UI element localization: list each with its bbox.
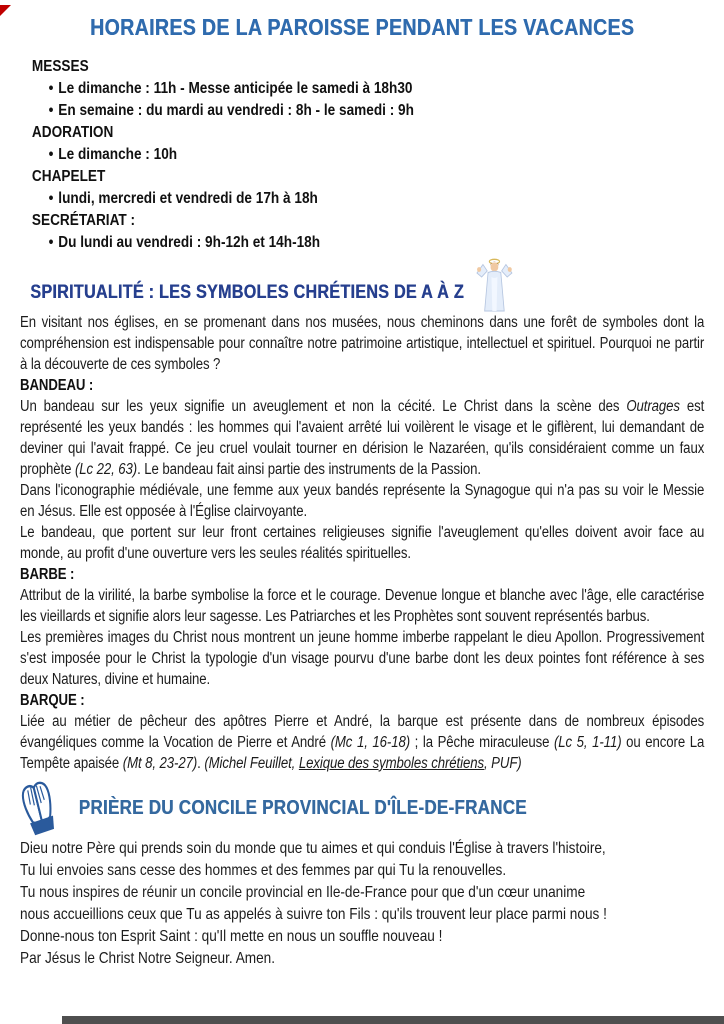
prayer-heading-row [13, 780, 704, 836]
prayer-line: Dieu notre Père qui prends soin du monde que tu aimes et qui conduis l'Église à travers l'histoire, [20, 840, 606, 857]
symbol-term-bandeau: BANDEAU : [20, 377, 94, 394]
symbol-paragraph: Attribut de la virilité, la barbe symbolise la force et le courage. Devenue longue et blanche avec l'âge, elle caractérise les vieillards et signifie alors leur sagesse. Les Patriarches et les Prophètes sont souvent représentés barbus. [20, 587, 705, 625]
spirituality-heading: SPIRITUALITÉ : LES SYMBOLES CHRÉTIENS DE A À Z [30, 282, 464, 303]
prayer-line: Tu lui envoies sans cesse des hommes et des femmes par qui Tu la renouvelles. [20, 862, 507, 879]
bullet-icon: • [48, 146, 54, 163]
page-title: HORAIRES DE LA PAROISSE PENDANT LES VACANCES [89, 14, 635, 40]
symbol-entry-barque [20, 690, 704, 774]
schedule-heading-adoration: ADORATION [31, 124, 114, 141]
symbol-term-barque: BARQUE : [20, 692, 85, 709]
symbol-paragraph: Un bandeau sur les yeux signifie un aveuglement et non la cécité. Le Christ dans la scène des Outrages est représenté les yeux bandés : les hommes qui l'avaient arrêté lui voilèrent le visage et le giflèrent, lui demandant de deviner qui l'avait frappé. Ce jeu cruel voulait tourner en dérision le Nazaréen, qu'ils considéraient comme un faux prophète (Lc 22, 63). Le bandeau fait ainsi partie des instruments de la Passion. [20, 398, 705, 478]
spirituality-intro: En visitant nos églises, en se promenant dans nos musées, nous cheminons dans une forêt de symboles dont la compréhension est indispensable pour connaître notre patrimoine artistique, intellectuel et spirituel. Pourquoi ne partir à la découverte de ces symboles ? [20, 314, 705, 373]
prayer-line: Donne-nous ton Esprit Saint : qu'Il mette en nous un souffle nouveau ! [20, 928, 443, 945]
schedule-item-label: lundi, mercredi et vendredi de 17h à 18h [58, 190, 318, 207]
schedule-item-label: Le dimanche : 10h [58, 146, 178, 163]
symbol-paragraph: Liée au métier de pêcheur des apôtres Pierre et André, la barque est présente dans de nombreux épisodes évangéliques comme la Vocation de Pierre et André (Mc 1, 16-18) ; la Pêche miraculeuse (Lc 5, 1-11) ou encore La Tempête apaisée (Mt 8, 23-27). (Michel Feuillet, Lexique des symboles chrétiens, PUF) [20, 713, 705, 772]
prayer-text [20, 838, 704, 970]
schedule-heading-chapelet: CHAPELET [31, 168, 106, 185]
schedule-item [20, 144, 704, 166]
prayer-line: nous accueillions ceux que Tu as appelés à suivre ton Fils : qu'ils trouvent leur place parmi nous ! [20, 906, 607, 923]
schedule-section [20, 56, 704, 254]
prayer-heading: PRIÈRE DU CONCILE PROVINCIAL D'ÎLE-DE-FRANCE [78, 796, 527, 819]
schedule-item [20, 188, 704, 210]
spirituality-heading-row [30, 280, 704, 306]
bullet-icon: • [48, 102, 54, 119]
spirituality-article [20, 312, 704, 774]
risen-christ-icon [474, 280, 514, 306]
schedule-item [20, 100, 704, 122]
symbol-paragraph: Les premières images du Christ nous montrent un jeune homme imberbe rappelant le dieu Apollon. Progressivement s'est imposée pour le Christ la typologie d'un visage pourvu d'une barbe dont les deux pointes font référence à ses deux Natures, divine et humaine. [20, 629, 705, 688]
bullet-icon: • [48, 234, 54, 251]
schedule-heading-secretariat: SECRÉTARIAT : [31, 212, 136, 229]
symbol-term-barbe: BARBE : [20, 566, 75, 583]
symbol-paragraph: Dans l'iconographie médiévale, une femme aux yeux bandés représente la Synagogue qui n'a pas su voir le Messie en Jésus. Elle est opposée à l'Église clairvoyante. [20, 482, 705, 520]
red-corner-mark [0, 5, 11, 16]
bullet-icon: • [48, 80, 54, 97]
symbol-entry-barbe [20, 564, 704, 690]
next-page-edge [62, 1016, 724, 1024]
schedule-item-label: En semaine : du mardi au vendredi : 8h - le samedi : 9h [58, 102, 414, 119]
schedule-heading-messes: MESSES [31, 58, 89, 75]
prayer-line: Par Jésus le Christ Notre Seigneur. Amen. [20, 950, 276, 967]
prayer-line: Tu nous inspires de réunir un concile provincial en Ile-de-France pour que d'un cœur unanime [20, 884, 586, 901]
schedule-item-label: Du lundi au vendredi : 9h-12h et 14h-18h [58, 234, 321, 251]
symbol-entry-bandeau [20, 375, 704, 564]
symbol-paragraph: Le bandeau, que portent sur leur front certaines religieuses signifie l'aveuglement qu'elles doivent avoir face au monde, au profit d'une ouverture vers les seules réalités spirituelles. [20, 524, 705, 562]
schedule-item [20, 232, 704, 254]
praying-hands-icon [13, 780, 65, 836]
schedule-item-label: Le dimanche : 11h - Messe anticipée le samedi à 18h30 [58, 80, 413, 97]
bullet-icon: • [48, 190, 54, 207]
schedule-item [20, 78, 704, 100]
